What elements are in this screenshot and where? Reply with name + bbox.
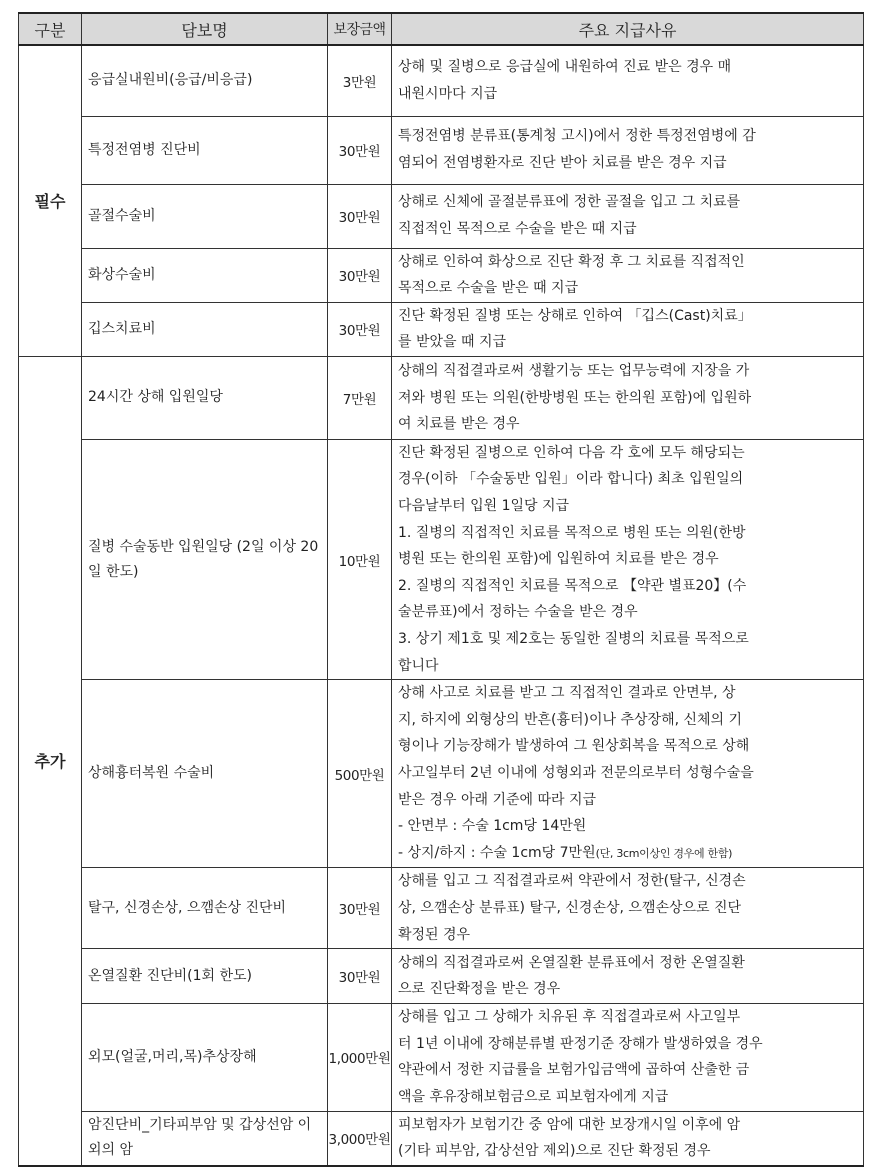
coverage-amount: 30만원 [328, 302, 392, 356]
reason-text: 져와 병원 또는 의원(한방병원 또는 한의원 포함)에 입원하 [398, 389, 752, 406]
table-row [19, 248, 864, 302]
reason-text: 피보험자가 보험기간 중 암에 대한 보장개시일 이후에 암 [398, 1116, 741, 1133]
coverage-table [18, 12, 864, 1167]
reason-line [398, 303, 857, 330]
reason-line [398, 840, 857, 868]
reason-line [398, 1084, 857, 1111]
coverage-amount: 7만원 [328, 356, 392, 439]
payment-reason [392, 356, 864, 439]
reason-line [398, 81, 857, 108]
table-row [19, 1111, 864, 1166]
reason-line [398, 922, 857, 949]
reason-line [398, 123, 857, 150]
reason-line [398, 440, 857, 467]
reason-text: 으로 진단확정을 받은 경우 [398, 981, 561, 998]
reason-text: 목적으로 수술을 받은 때 지급 [398, 280, 579, 297]
reason-line [398, 1031, 857, 1058]
header-coverage: 담보명 [82, 13, 328, 45]
table-row [19, 680, 864, 868]
reason-text: 진단 확정된 질병으로 인하여 다음 각 호에 모두 해당되는 [398, 444, 745, 461]
reason-text: 3. 상기 제1호 및 제2호는 동일한 질병의 치료를 목적으로 [398, 631, 749, 648]
reason-note: (단, 3cm이상인 경우에 한함) [595, 846, 733, 860]
reason-line [398, 189, 857, 216]
reason-line [398, 813, 857, 840]
reason-line [398, 733, 857, 760]
coverage-name: 화상수술비 [82, 248, 328, 302]
payment-reason [392, 1111, 864, 1166]
reason-text: 상해의 직접결과로써 생활기능 또는 업무능력에 지장을 가 [398, 362, 750, 379]
reason-line [398, 976, 857, 1003]
coverage-name: 응급실내원비(응급/비응급) [82, 45, 328, 116]
payment-reason [392, 302, 864, 356]
payment-reason [392, 248, 864, 302]
reason-line [398, 787, 857, 814]
table-row [19, 1004, 864, 1111]
reason-text: 상해 및 질병으로 응급실에 내원하여 진료 받은 경우 매 [398, 59, 732, 76]
reason-line [398, 54, 857, 81]
reason-text: 여 치료를 받은 경우 [398, 416, 520, 433]
reason-text: 다음날부터 입원 1일당 지급 [398, 498, 570, 515]
reason-line [398, 150, 857, 177]
table-row [19, 116, 864, 184]
reason-text: 1. 질병의 직접적인 치료를 목적으로 병원 또는 의원(한방 [398, 524, 746, 541]
coverage-amount: 30만원 [328, 868, 392, 949]
reason-line [398, 546, 857, 573]
reason-text: 상해로 신체에 골절분류표에 정한 골절을 입고 그 치료를 [398, 194, 741, 211]
reason-line [398, 950, 857, 977]
reason-line [398, 895, 857, 922]
payment-reason [392, 680, 864, 868]
reason-line [398, 385, 857, 412]
reason-line [398, 466, 857, 493]
coverage-amount: 10만원 [328, 439, 392, 679]
reason-line [398, 358, 857, 385]
coverage-name: 24시간 상해 입원일당 [82, 356, 328, 439]
reason-text: 받은 경우 아래 기준에 따라 지급 [398, 791, 597, 808]
coverage-name: 상해흉터복원 수술비 [82, 680, 328, 868]
reason-text: 상해를 입고 그 직접결과로써 약관에서 정한(탈구, 신경손 [398, 873, 746, 890]
reason-line [398, 411, 857, 438]
reason-text: 상해를 입고 그 상해가 치유된 후 직접결과로써 사고일부 [398, 1009, 741, 1026]
payment-reason [392, 45, 864, 116]
reason-line [398, 1138, 857, 1165]
reason-text: 특정전염병 분류표(통계청 고시)에서 정한 특정전염병에 감 [398, 128, 756, 145]
table-row [19, 184, 864, 248]
reason-line [398, 1112, 857, 1139]
reason-text: 내원시마다 지급 [398, 85, 498, 102]
reason-text: 액을 후유장해보험금으로 피보험자에게 지급 [398, 1088, 669, 1105]
table-row [19, 356, 864, 439]
reason-text: 진단 확정된 질병 또는 상해로 인하여 「깁스(Cast)치료」 [398, 307, 752, 324]
reason-text: (기타 피부암, 갑상선암 제외)으로 진단 확정된 경우 [398, 1143, 711, 1160]
reason-text: - 안면부 : 수술 1cm당 14만원 [398, 818, 587, 835]
reason-text: 병원 또는 한의원 포함)에 입원하여 치료를 받은 경우 [398, 551, 719, 568]
coverage-name: 깁스치료비 [82, 302, 328, 356]
reason-line [398, 868, 857, 895]
payment-reason [392, 1004, 864, 1111]
payment-reason [392, 949, 864, 1004]
category-cell: 추가 [19, 356, 82, 1165]
header-reason: 주요 지급사유 [392, 13, 864, 45]
coverage-amount: 1,000만원 [328, 1004, 392, 1111]
reason-text: 염되어 전염병환자로 진단 받아 치료를 받은 경우 지급 [398, 155, 727, 171]
coverage-amount: 30만원 [328, 184, 392, 248]
header-amount: 보장금액 [328, 13, 392, 45]
header-row [19, 13, 864, 45]
table-row [19, 45, 864, 116]
coverage-name: 암진단비_기타피부암 및 갑상선암 이외의 암 [82, 1111, 328, 1166]
reason-text: 상해 사고로 치료를 받고 그 직접적인 결과로 안면부, 상 [398, 685, 736, 702]
header-category: 구분 [19, 13, 82, 45]
reason-text: 경우(이하 「수술동반 입원」이라 합니다) 최초 입원일의 [398, 471, 744, 488]
table-row [19, 439, 864, 679]
reason-line [398, 520, 857, 547]
reason-text: 2. 질병의 직접적인 치료를 목적으로 【약관 별표20】(수 [398, 577, 747, 594]
payment-reason [392, 116, 864, 184]
coverage-name: 탈구, 신경손상, 으깸손상 진단비 [82, 868, 328, 949]
category-cell: 필수 [19, 45, 82, 356]
payment-reason [392, 868, 864, 949]
reason-text: 지, 하지에 외형상의 반흔(흉터)이나 추상장해, 신체의 기 [398, 711, 743, 728]
coverage-name: 온열질환 진단비(1회 한도) [82, 949, 328, 1004]
reason-text: 를 받았을 때 지급 [398, 334, 507, 351]
reason-line [398, 707, 857, 734]
table-row [19, 949, 864, 1004]
reason-line [398, 653, 857, 680]
coverage-amount: 30만원 [328, 949, 392, 1004]
reason-line [398, 680, 857, 707]
reason-text: 사고일부터 2년 이내에 성형외과 전문의로부터 성형수술을 [398, 765, 754, 781]
table-row [19, 868, 864, 949]
reason-text: 합니다 [398, 657, 439, 674]
reason-line [398, 249, 857, 276]
coverage-name: 외모(얼굴,머리,목)추상장해 [82, 1004, 328, 1111]
reason-line [398, 493, 857, 520]
coverage-name: 질병 수술동반 입원일당 (2일 이상 20일 한도) [82, 439, 328, 679]
coverage-amount: 3,000만원 [328, 1111, 392, 1166]
reason-line [398, 1004, 857, 1031]
reason-text: 상해의 직접결과로써 온열질환 분류표에서 정한 온열질환 [398, 954, 745, 971]
reason-line [398, 1057, 857, 1084]
reason-text: 상해로 인하여 화상으로 진단 확정 후 그 치료를 직접적인 [398, 253, 745, 270]
reason-line [398, 216, 857, 243]
coverage-amount: 30만원 [328, 116, 392, 184]
reason-text: 터 1년 이내에 장해분류별 판정기준 장해가 발생하였을 경우 [398, 1035, 763, 1052]
reason-line [398, 329, 857, 356]
coverage-amount: 30만원 [328, 248, 392, 302]
coverage-name: 특정전염병 진단비 [82, 116, 328, 184]
reason-text: 상, 으깸손상 분류표) 탈구, 신경손상, 으깸손상으로 진단 [398, 899, 742, 916]
payment-reason [392, 439, 864, 679]
reason-text: - 상지/하지 : 수술 1cm당 7만원 [398, 844, 596, 861]
reason-line [398, 275, 857, 302]
reason-line [398, 573, 857, 600]
payment-reason [392, 184, 864, 248]
reason-text: 술분류표)에서 정하는 수술을 받은 경우 [398, 604, 638, 621]
reason-line [398, 760, 857, 787]
coverage-name: 골절수술비 [82, 184, 328, 248]
coverage-amount: 3만원 [328, 45, 392, 116]
reason-line [398, 626, 857, 653]
reason-text: 약관에서 정한 지급률을 보험가입금액에 곱하여 산출한 금 [398, 1062, 750, 1079]
reason-text: 직접적인 목적으로 수술을 받은 때 지급 [398, 221, 637, 237]
reason-line [398, 599, 857, 626]
reason-text: 형이나 기능장해가 발생하여 그 원상회복을 목적으로 상해 [398, 738, 750, 755]
table-row [19, 302, 864, 356]
reason-text: 확정된 경우 [398, 926, 471, 943]
coverage-amount: 500만원 [328, 680, 392, 868]
